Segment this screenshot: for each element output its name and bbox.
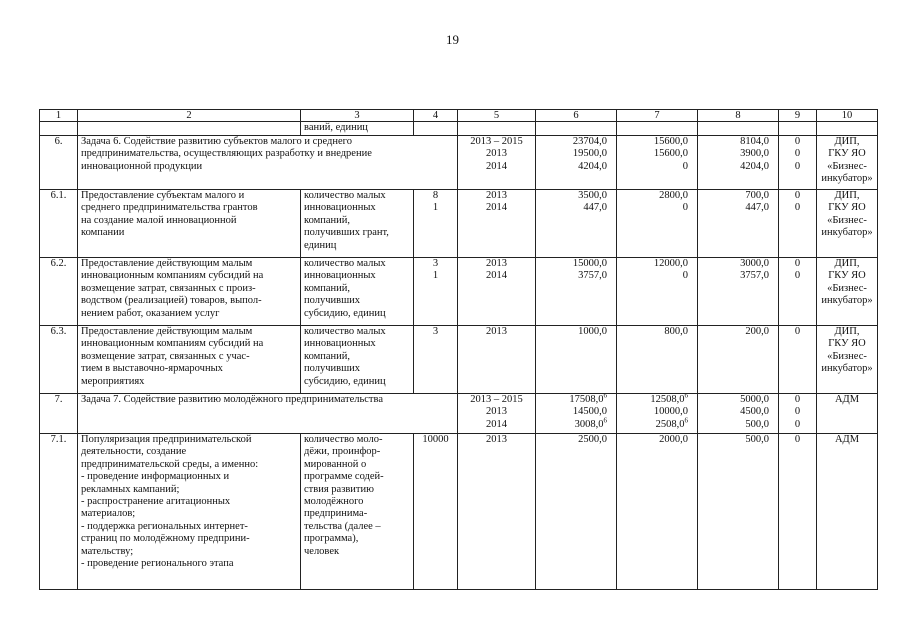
indicator-line: количество малых xyxy=(304,190,386,201)
year-value: 2014 xyxy=(486,160,507,172)
total-funding-cell xyxy=(536,434,617,590)
footnote-marker: 6 xyxy=(684,416,688,425)
activity-name-cell xyxy=(78,434,301,590)
indicator-line: инновационных xyxy=(304,202,376,214)
executor-line: ДИП, xyxy=(834,190,860,201)
year-value: 2013 – 2015 xyxy=(470,136,523,147)
funding-source-b-cell xyxy=(698,190,779,258)
task-title-cell xyxy=(78,136,458,190)
table-row xyxy=(40,394,878,434)
header-cell: 6 xyxy=(536,110,617,122)
executor-line: ГКУ ЯО xyxy=(828,338,866,350)
budget-table xyxy=(39,109,878,590)
indicator-line: инновационных xyxy=(304,270,376,282)
amount-value: 3500,0 xyxy=(578,190,607,201)
indicator-cell: ваний, единиц xyxy=(301,122,414,136)
activity-name-line: страниц по молодёжному предприни- xyxy=(81,533,250,545)
header-cell: 4 xyxy=(414,110,458,122)
activity-name-line: мательству; xyxy=(81,545,134,557)
years-cell xyxy=(458,326,536,394)
funding-source-b-cell xyxy=(698,258,779,326)
funding-source-a-cell xyxy=(617,258,698,326)
amount-value: 15000,0 xyxy=(572,258,607,269)
header-cell: 5 xyxy=(458,110,536,122)
activity-name-line: возмещение затрат, связанных с произ- xyxy=(81,282,256,294)
amount-value: 0 xyxy=(794,148,801,160)
activity-name-line: рекламных кампаний; xyxy=(81,483,180,495)
amount-value: 4204,0 xyxy=(578,160,607,172)
executor-line: инкубатор» xyxy=(821,295,873,307)
executor-line: «Бизнес- xyxy=(827,282,867,294)
activity-name-cell xyxy=(78,190,301,258)
amount-value: 4204,0 xyxy=(740,160,769,172)
amount-value: 2000,0 xyxy=(659,434,688,445)
executor-line: ГКУ ЯО xyxy=(828,270,866,282)
header-cell: 9 xyxy=(779,110,817,122)
target-value: 10000 xyxy=(422,434,449,445)
amount-value: 19500,0 xyxy=(572,148,607,160)
executor-cell xyxy=(817,258,878,326)
executor-cell xyxy=(817,190,878,258)
amount-value: 0 xyxy=(794,190,801,201)
amount-value: 447,0 xyxy=(583,202,607,214)
amount-value: 12508,0$^6$ xyxy=(650,393,688,405)
amount-value: 2500,0 xyxy=(578,434,607,445)
activity-name-line: водством (реализацией) товаров, выпол- xyxy=(81,295,262,307)
target-value: 3 xyxy=(432,258,439,269)
total-funding-cell xyxy=(536,190,617,258)
footnote-marker: 6 xyxy=(603,393,607,400)
executor-line: ДИП, xyxy=(834,258,860,269)
executor-line: АДМ xyxy=(834,394,860,405)
task-title-cell xyxy=(78,394,458,434)
indicator-line: субсидию, единиц xyxy=(304,307,386,319)
table-row xyxy=(40,434,878,590)
activity-name-line: среднего предпринимательства грантов xyxy=(81,202,258,214)
item-number-cell: 6.3. xyxy=(40,326,78,394)
indicator-line: дёжи, проинфор- xyxy=(304,446,381,458)
header-cell: 10 xyxy=(817,110,878,122)
table-row xyxy=(40,136,878,190)
target-value: 1 xyxy=(432,270,439,282)
executor-cell xyxy=(817,434,878,590)
activity-name-line: предпринимательской среды, а именно: xyxy=(81,458,259,470)
indicator-line: компаний, xyxy=(304,350,351,362)
target-value-cell xyxy=(414,190,458,258)
executor-line: инкубатор» xyxy=(821,363,873,375)
years-cell xyxy=(458,394,536,434)
amount-value: 200,0 xyxy=(745,326,769,337)
activity-name-line: тием в выставочно-ярмарочных xyxy=(81,363,223,375)
column-number-row xyxy=(40,110,878,122)
executor-line: «Бизнес- xyxy=(827,350,867,362)
year-value: 2013 xyxy=(486,190,507,201)
header-cell: 2 xyxy=(78,110,301,122)
header-cell: 7 xyxy=(617,110,698,122)
year-value: 2014 xyxy=(486,270,507,282)
indicator-line: тельства (далее – xyxy=(304,520,381,532)
funding-source-c-cell xyxy=(779,136,817,190)
executor-line: «Бизнес- xyxy=(827,160,867,172)
amount-value: 0 xyxy=(682,202,688,214)
total-funding-cell xyxy=(536,258,617,326)
funding-source-a-cell xyxy=(617,326,698,394)
indicator-cell xyxy=(301,190,414,258)
total-funding-cell xyxy=(536,326,617,394)
amount-value: 0 xyxy=(682,270,688,282)
activity-name-line: компании xyxy=(81,227,125,239)
amount-value: 447,0 xyxy=(745,202,769,214)
amount-value: 0 xyxy=(794,160,801,172)
indicator-line: субсидию, единиц xyxy=(304,375,386,387)
indicator-line: получивших грант, xyxy=(304,227,389,239)
funding-source-c-cell xyxy=(779,326,817,394)
amount-value: 15600,0 xyxy=(653,148,688,160)
amount-value: 12000,0 xyxy=(653,258,688,269)
executor-line: инкубатор» xyxy=(821,227,873,239)
target-value: 3 xyxy=(432,326,439,337)
activity-name-line: нением работ, оказанием услуг xyxy=(81,307,220,319)
table-row xyxy=(40,258,878,326)
target-value-cell xyxy=(414,258,458,326)
executor-line: ДИП, xyxy=(834,136,860,147)
amount-value: 15600,0 xyxy=(653,136,688,147)
amount-value: 0 xyxy=(794,406,801,418)
activity-name-line: Предоставление действующим малым xyxy=(81,258,253,269)
amount-value: 3000,0 xyxy=(740,258,769,269)
indicator-cell xyxy=(301,258,414,326)
item-number-cell: 7. xyxy=(40,394,78,434)
header-cell: 8 xyxy=(698,110,779,122)
years-cell xyxy=(458,258,536,326)
activity-name-line: деятельности, создание xyxy=(81,446,187,458)
indicator-line: компаний, xyxy=(304,214,351,226)
funding-source-c-cell xyxy=(779,394,817,434)
indicator-line: компаний, xyxy=(304,282,351,294)
funding-source-b-cell xyxy=(698,394,779,434)
executor-line: ГКУ ЯО xyxy=(828,148,866,160)
amount-value: 10000,0 xyxy=(653,406,688,418)
amount-value: 0 xyxy=(794,418,801,430)
funding-source-b-cell xyxy=(698,434,779,590)
amount-value: 8104,0 xyxy=(740,136,769,147)
year-value: 2013 xyxy=(486,434,507,445)
target-value: 1 xyxy=(432,202,439,214)
year-value: 2013 xyxy=(486,326,507,337)
amount-value: 3757,0 xyxy=(740,270,769,282)
activity-name-cell xyxy=(78,258,301,326)
item-number-cell: 6.2. xyxy=(40,258,78,326)
indicator-line: получивших xyxy=(304,295,361,307)
header-cell: 3 xyxy=(301,110,414,122)
amount-value: 0 xyxy=(794,434,801,445)
executor-line: АДМ xyxy=(834,434,860,445)
funding-source-a-cell xyxy=(617,136,698,190)
year-value: 2013 xyxy=(486,258,507,269)
year-value: 2013 xyxy=(486,406,507,418)
table-row xyxy=(40,326,878,394)
executor-line: инкубатор» xyxy=(821,173,873,185)
activity-name-line: Предоставление субъектам малого и xyxy=(81,190,245,201)
amount-value: 1000,0 xyxy=(578,326,607,337)
funding-source-c-cell xyxy=(779,190,817,258)
funding-source-c-cell xyxy=(779,434,817,590)
amount-value: 17508,0$^6$ xyxy=(569,393,607,405)
task-title-line: Задача 6. Содействие развитию субъектов малого и среднего xyxy=(81,136,352,147)
task-title-line: инновационной продукции xyxy=(81,160,203,172)
activity-name-line: - распространение агитационных xyxy=(81,496,231,508)
indicator-line: программа), xyxy=(304,533,359,545)
amount-value: 3900,0 xyxy=(740,148,769,160)
table-row xyxy=(40,190,878,258)
activity-name-line: мероприятиях xyxy=(81,375,145,387)
year-value: 2013 – 2015 xyxy=(470,394,523,405)
year-value: 2014 xyxy=(486,202,507,214)
indicator-line: ствия развитию xyxy=(304,483,374,495)
funding-source-b-cell xyxy=(698,136,779,190)
item-number-cell: 6.1. xyxy=(40,190,78,258)
header-cell: 1 xyxy=(40,110,78,122)
funding-source-c-cell xyxy=(779,258,817,326)
amount-value: 0 xyxy=(682,160,688,172)
item-number-cell: 6. xyxy=(40,136,78,190)
funding-source-a-cell xyxy=(617,434,698,590)
funding-source-b-cell xyxy=(698,326,779,394)
years-cell xyxy=(458,190,536,258)
activity-name-line: на создание малой инновационной xyxy=(81,214,237,226)
executor-line: ГКУ ЯО xyxy=(828,202,866,214)
executor-line: ДИП, xyxy=(834,326,860,337)
indicator-line: мированной о xyxy=(304,458,367,470)
amount-value: 2508,0$^6$ xyxy=(655,416,688,430)
activity-name-line: возмещение затрат, связанных с учас- xyxy=(81,350,250,362)
amount-value: 700,0 xyxy=(745,190,769,201)
activity-name-cell xyxy=(78,326,301,394)
activity-name-line: Предоставление действующим малым xyxy=(81,326,253,337)
target-value: 8 xyxy=(432,190,439,201)
indicator-line: количество малых xyxy=(304,258,386,269)
amount-value: 3757,0 xyxy=(578,270,607,282)
activity-name-line: - проведение информационных и xyxy=(81,471,230,483)
total-funding-cell xyxy=(536,136,617,190)
total-funding-cell xyxy=(536,394,617,434)
indicator-line: предпринима- xyxy=(304,508,368,520)
indicator-line: инновационных xyxy=(304,338,376,350)
indicator-cell xyxy=(301,326,414,394)
activity-name-line: инновационным компаниям субсидий на xyxy=(81,270,264,282)
amount-value: 5000,0 xyxy=(740,394,769,405)
activity-name-line: Популяризация предпринимательской xyxy=(81,434,252,445)
page-number: 19 xyxy=(446,32,459,47)
target-value-cell xyxy=(414,434,458,590)
year-value: 2014 xyxy=(486,418,507,430)
task-title-line: предпринимательства, осуществляющих разработку и внедрение xyxy=(81,148,372,160)
continuation-row xyxy=(40,122,878,136)
years-cell xyxy=(458,136,536,190)
funding-source-a-cell xyxy=(617,190,698,258)
amount-value: 500,0 xyxy=(745,434,769,445)
executor-cell xyxy=(817,136,878,190)
amount-value: 3008,0$^6$ xyxy=(574,416,607,430)
footnote-marker: 6 xyxy=(603,416,607,425)
year-value: 2013 xyxy=(486,148,507,160)
task-title-line: Задача 7. Содействие развитию молодёжного предпринимательства xyxy=(81,394,383,405)
funding-source-a-cell xyxy=(617,394,698,434)
amount-value: 0 xyxy=(794,326,801,337)
activity-name-line: материалов; xyxy=(81,508,136,520)
amount-value: 0 xyxy=(794,270,801,282)
item-number-cell: 7.1. xyxy=(40,434,78,590)
indicator-line: молодёжного xyxy=(304,496,364,508)
years-cell xyxy=(458,434,536,590)
target-value-cell xyxy=(414,326,458,394)
indicator-line: количество малых xyxy=(304,326,386,337)
indicator-line: программе содей- xyxy=(304,471,384,483)
indicator-line: единиц xyxy=(304,239,337,251)
amount-value: 23704,0 xyxy=(572,136,607,147)
executor-cell xyxy=(817,394,878,434)
indicator-line: человек xyxy=(304,545,340,557)
amount-value: 4500,0 xyxy=(740,406,769,418)
activity-name-line: - поддержка региональных интернет- xyxy=(81,520,248,532)
indicator-line: количество моло- xyxy=(304,434,383,445)
amount-value: 0 xyxy=(794,258,801,269)
executor-line: «Бизнес- xyxy=(827,214,867,226)
amount-value: 2800,0 xyxy=(659,190,688,201)
indicator-line: получивших xyxy=(304,363,361,375)
activity-name-line: инновационным компаниям субсидий на xyxy=(81,338,264,350)
amount-value: 500,0 xyxy=(745,418,769,430)
amount-value: 0 xyxy=(794,202,801,214)
amount-value: 0 xyxy=(794,136,801,147)
indicator-cell xyxy=(301,434,414,590)
amount-value: 800,0 xyxy=(664,326,688,337)
amount-value: 0 xyxy=(794,394,801,405)
amount-value: 14500,0 xyxy=(572,406,607,418)
footnote-marker: 6 xyxy=(684,393,688,400)
activity-name-line: - проведение регионального этапа xyxy=(81,558,234,570)
executor-cell xyxy=(817,326,878,394)
